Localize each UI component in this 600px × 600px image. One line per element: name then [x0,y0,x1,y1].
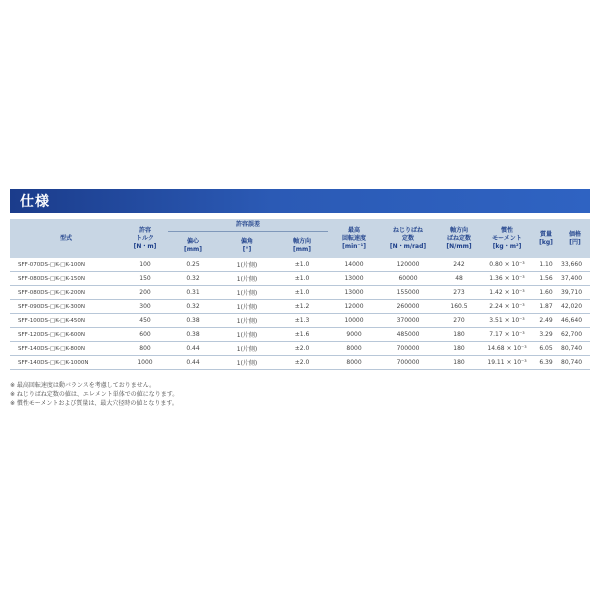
cell-model: SFF-140DS-□K-□K-800N [10,342,122,356]
cell-inertia: 2.24 × 10⁻³ [482,300,532,314]
cell-mass: 2.49 [532,314,560,328]
col-axial-header: 軸方向 [mm] [276,233,328,258]
cell-eccentric: 0.38 [168,314,218,328]
cell-inertia: 3.51 × 10⁻³ [482,314,532,328]
cell-inertia: 1.42 × 10⁻³ [482,286,532,300]
table-row [10,328,590,342]
cell-model: SFF-080DS-□K-□K-200N [10,286,122,300]
table-row [10,314,590,328]
cell-speed: 10000 [328,314,380,328]
cell-inertia: 7.17 × 10⁻³ [482,328,532,342]
cell-inertia: 19.11 × 10⁻³ [482,356,532,370]
note-2: ※ ねじりばね定数の値は、エレメント単体での値になります。 [10,391,179,398]
table-row [10,272,590,286]
cell-price: 62,700 [560,328,590,342]
table-row [10,300,590,314]
cell-axial: ±2.0 [276,342,328,356]
col-speed-header: 最高 回転速度 [min⁻¹] [328,219,380,258]
cell-torque: 200 [122,286,168,300]
cell-inertia: 0.80 × 10⁻³ [482,258,532,272]
cell-torsion: 60000 [380,272,436,286]
cell-price: 33,660 [560,258,590,272]
col-axial-spring-header: 軸方向 ばね定数 [N/mm] [436,219,482,258]
cell-model: SFF-100DS-□K-□K-450N [10,314,122,328]
col-misalignment-group-header: 許容誤差 [168,219,328,233]
cell-speed: 12000 [328,300,380,314]
cell-axial-spring: 48 [436,272,482,286]
table-row [10,356,590,370]
note-3: ※ 慣性モーメントおよび質量は、最大穴径時の値となります。 [10,400,178,407]
cell-axial-spring: 180 [436,356,482,370]
table-row [10,286,590,300]
cell-model: SFF-140DS-□K-□K-1000N [10,356,122,370]
cell-mass: 1.56 [532,272,560,286]
cell-eccentric: 0.32 [168,300,218,314]
table-row [10,342,590,356]
cell-speed: 13000 [328,286,380,300]
cell-angular: 1(片側) [218,356,276,370]
section-title-banner [10,189,590,213]
cell-eccentric: 0.32 [168,272,218,286]
cell-torque: 800 [122,342,168,356]
cell-mass: 1.10 [532,258,560,272]
cell-eccentric: 0.44 [168,342,218,356]
cell-torque: 600 [122,328,168,342]
cell-mass: 6.05 [532,342,560,356]
col-angular-header: 偏角 [°] [218,233,276,258]
col-model-header: 型式 [10,219,122,258]
cell-torque: 100 [122,258,168,272]
cell-model: SFF-080DS-□K-□K-150N [10,272,122,286]
cell-axial: ±2.0 [276,356,328,370]
cell-mass: 1.60 [532,286,560,300]
cell-axial: ±1.0 [276,272,328,286]
cell-speed: 13000 [328,272,380,286]
cell-price: 80,740 [560,342,590,356]
col-eccentric-header: 偏心 [mm] [168,233,218,258]
cell-axial-spring: 273 [436,286,482,300]
col-torsion-header: ねじりばね 定数 [N・m/rad] [380,219,436,258]
col-price-header: 価格 [円] [560,219,590,258]
cell-torsion: 485000 [380,328,436,342]
spec-table [10,219,590,370]
cell-inertia: 14.68 × 10⁻³ [482,342,532,356]
cell-axial-spring: 180 [436,342,482,356]
col-torque-header: 許容 トルク [N・m] [122,219,168,258]
cell-axial-spring: 180 [436,328,482,342]
section-title: 仕様 [20,194,50,210]
cell-eccentric: 0.31 [168,286,218,300]
cell-torsion: 155000 [380,286,436,300]
spec-table-body [10,258,590,370]
cell-eccentric: 0.38 [168,328,218,342]
cell-axial-spring: 270 [436,314,482,328]
note-1: ※ 最高回転速度は動バランスを考慮しておりません。 [10,382,156,389]
table-row [10,258,590,272]
cell-angular: 1(片側) [218,272,276,286]
cell-axial: ±1.3 [276,314,328,328]
cell-torque: 300 [122,300,168,314]
cell-speed: 9000 [328,328,380,342]
cell-mass: 1.87 [532,300,560,314]
cell-torque: 1000 [122,356,168,370]
cell-axial-spring: 242 [436,258,482,272]
cell-torsion: 120000 [380,258,436,272]
cell-angular: 1(片側) [218,314,276,328]
cell-price: 39,710 [560,286,590,300]
col-mass-header: 質量 [kg] [532,219,560,258]
cell-torsion: 370000 [380,314,436,328]
col-inertia-header: 慣性 モーメント [kg・m²] [482,219,532,258]
cell-axial-spring: 160.5 [436,300,482,314]
cell-eccentric: 0.44 [168,356,218,370]
cell-speed: 8000 [328,342,380,356]
cell-price: 42,020 [560,300,590,314]
cell-inertia: 1.36 × 10⁻³ [482,272,532,286]
cell-axial: ±1.6 [276,328,328,342]
cell-axial: ±1.2 [276,300,328,314]
cell-axial: ±1.0 [276,258,328,272]
notes [10,381,178,408]
cell-price: 46,640 [560,314,590,328]
cell-torsion: 700000 [380,356,436,370]
cell-torque: 450 [122,314,168,328]
cell-angular: 1(片側) [218,258,276,272]
cell-mass: 6.39 [532,356,560,370]
cell-axial: ±1.0 [276,286,328,300]
cell-angular: 1(片側) [218,342,276,356]
cell-model: SFF-070DS-□K-□K-100N [10,258,122,272]
cell-price: 80,740 [560,356,590,370]
cell-angular: 1(片側) [218,300,276,314]
cell-speed: 14000 [328,258,380,272]
cell-model: SFF-090DS-□K-□K-300N [10,300,122,314]
cell-speed: 8000 [328,356,380,370]
cell-mass: 3.29 [532,328,560,342]
cell-angular: 1(片側) [218,328,276,342]
cell-price: 37,400 [560,272,590,286]
group-underline [168,231,328,232]
cell-eccentric: 0.25 [168,258,218,272]
cell-torsion: 700000 [380,342,436,356]
cell-torque: 150 [122,272,168,286]
cell-model: SFF-120DS-□K-□K-600N [10,328,122,342]
cell-angular: 1(片側) [218,286,276,300]
cell-torsion: 260000 [380,300,436,314]
